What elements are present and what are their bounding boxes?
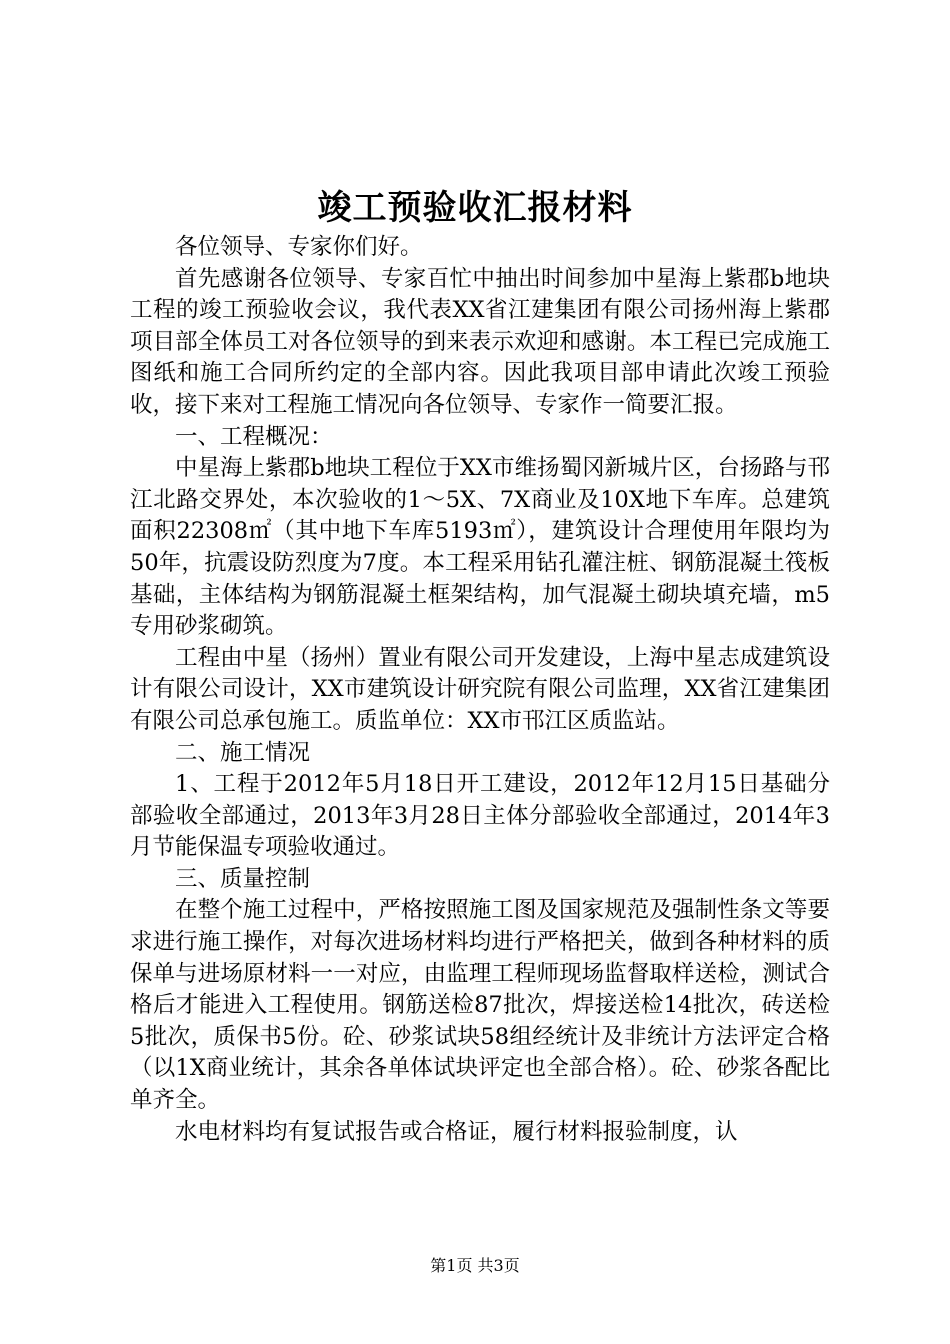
- paragraph-greeting: 各位领导、专家你们好。: [175, 234, 423, 260]
- document-body: [130, 232, 830, 1148]
- paragraph-quality-control: 在整个施工过程中，严格按照施工图及国家规范及强制性条文等要求进行施工操作，对每次进场材料均进行严格把关，做到各种材料的质保单与进场原材料一一对应，由监理工程师现场监督取样送检，测试合格后才能进入工程使用。钢筋送检87批次，焊接送检14批次，砖送检5批次，质保书5份。砼、砂浆试块58组经统计及非统计方法评定合格（以1X商业统计，其余各单体试块评定也全部合格）。砼、砂浆各配比单齐全。: [130, 897, 830, 1114]
- heading-construction: 二、施工情况: [175, 739, 311, 766]
- heading-quality-control: 三、质量控制: [175, 865, 311, 892]
- document-title: 竣工预验收汇报材料: [317, 188, 633, 228]
- paragraph-participants: 工程由中星（扬州）置业有限公司开发建设，上海中星志成建筑设计有限公司设计，XX市建筑设计研究院有限公司监理，XX省江建集团有限公司总承包施工。质监单位：XX市邗江区质监站。: [130, 644, 830, 734]
- paragraph-construction-timeline: 1、工程于2012年5月18日开工建设，2012年12月15日基础分部验收全部通过，2013年3月28日主体分部验收全部通过，2014年3月节能保温专项验收通过。: [130, 771, 830, 861]
- heading-project-overview: 一、工程概况：: [175, 423, 333, 450]
- paragraph-project-overview: 中星海上紫郡b地块工程位于XX市维扬蜀冈新城片区，台扬路与邗江北路交界处，本次验收的1～5X、7X商业及10X地下车库。总建筑面积22308㎡（其中地下车库5193㎡），建筑设计合理使用年限均为50年，抗震设防烈度为7度。本工程采用钻孔灌注桩、钢筋混凝土筏板基础，主体结构为钢筋混凝土框架结构，加气混凝土砌块填充墙，m5专用砂浆砌筑。: [130, 455, 830, 640]
- paragraph-mep-materials: 水电材料均有复试报告或合格证，履行材料报验制度，认: [175, 1118, 738, 1145]
- paragraph-intro: 首先感谢各位领导、专家百忙中抽出时间参加中星海上紫郡b地块工程的竣工预验收会议，我代表XX省江建集团有限公司扬州海上紫郡项目部全体员工对各位领导的到来表示欢迎和感谢。本工程已完成施工图纸和施工合同所约定的全部内容。因此我项目部申请此次竣工预验收，接下来对工程施工情况向各位领导、专家作一简要汇报。: [130, 265, 830, 418]
- page-number-footer: 第1页 共3页: [430, 1256, 520, 1275]
